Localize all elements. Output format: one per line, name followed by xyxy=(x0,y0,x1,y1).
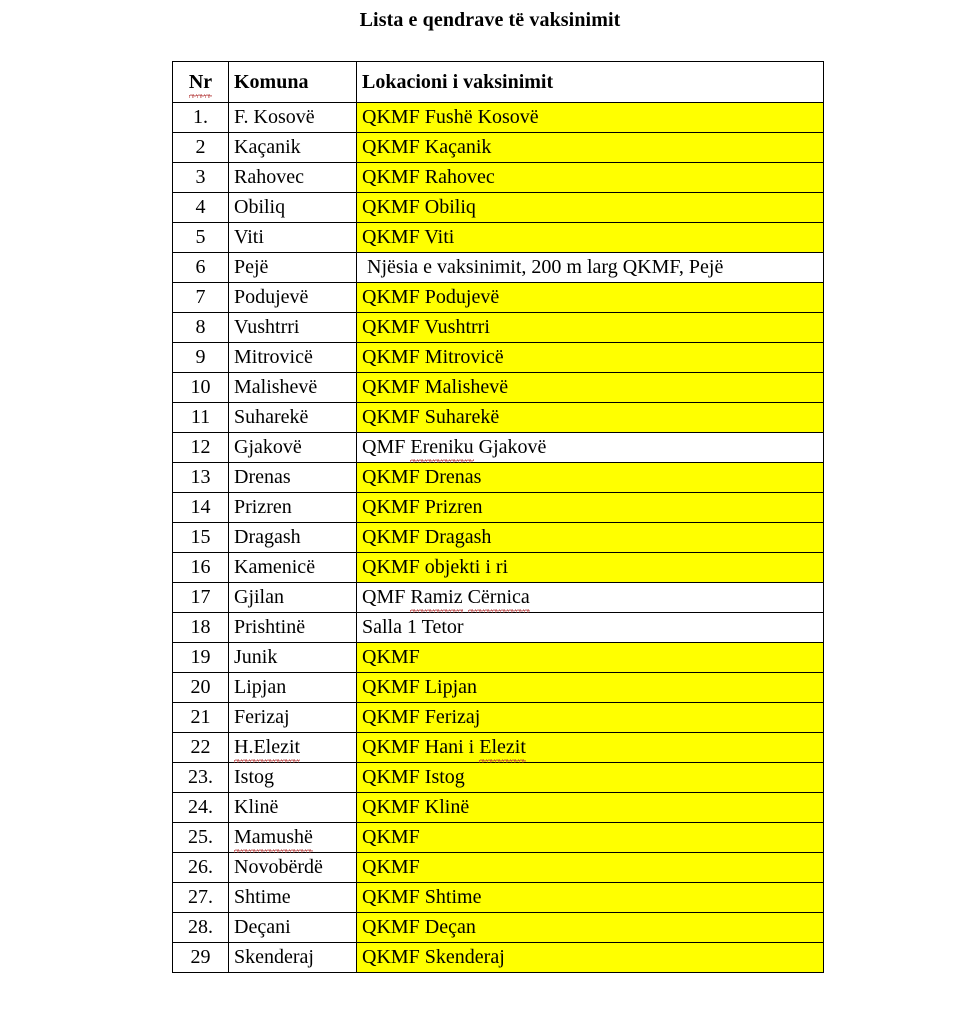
table-row xyxy=(173,913,824,943)
table-row xyxy=(173,823,824,853)
cell-nr: 4 xyxy=(173,193,229,223)
cell-nr: 5 xyxy=(173,223,229,253)
table-row xyxy=(173,133,824,163)
cell-komuna: Ferizaj xyxy=(229,703,357,733)
cell-nr: 24. xyxy=(173,793,229,823)
table-row xyxy=(173,523,824,553)
cell-nr: 28. xyxy=(173,913,229,943)
cell-komuna: Gjakovë xyxy=(229,433,357,463)
cell-nr: 27. xyxy=(173,883,229,913)
cell-nr: 17 xyxy=(173,583,229,613)
cell-komuna: Pejë xyxy=(229,253,357,283)
cell-lokacioni: QKMF Dragash xyxy=(357,523,824,553)
cell-lokacioni: QKMF Prizren xyxy=(357,493,824,523)
table-row xyxy=(173,793,824,823)
column-header-nr xyxy=(173,62,229,103)
cell-komuna: Vushtrri xyxy=(229,313,357,343)
vaccination-centers-table xyxy=(172,61,824,973)
page-title: Lista e qendrave të vaksinimit xyxy=(359,9,621,31)
cell-komuna: Prishtinë xyxy=(229,613,357,643)
cell-nr: 9 xyxy=(173,343,229,373)
cell-nr: 18 xyxy=(173,613,229,643)
cell-komuna: Malishevë xyxy=(229,373,357,403)
cell-komuna: Junik xyxy=(229,643,357,673)
table-row xyxy=(173,583,824,613)
vaccination-centers-table-container xyxy=(172,61,823,973)
table-row xyxy=(173,433,824,463)
cell-komuna: Mitrovicë xyxy=(229,343,357,373)
cell-nr: 29 xyxy=(173,943,229,973)
cell-nr: 16 xyxy=(173,553,229,583)
cell-komuna: Novobërdë xyxy=(229,853,357,883)
cell-komuna: Suharekë xyxy=(229,403,357,433)
cell-komuna: Gjilan xyxy=(229,583,357,613)
cell-lokacioni: QKMF Drenas xyxy=(357,463,824,493)
cell-nr: 2 xyxy=(173,133,229,163)
cell-komuna: Obiliq xyxy=(229,193,357,223)
table-row xyxy=(173,763,824,793)
cell-nr: 11 xyxy=(173,403,229,433)
cell-nr: 10 xyxy=(173,373,229,403)
cell-komuna: Skenderaj xyxy=(229,943,357,973)
table-row xyxy=(173,613,824,643)
cell-nr: 25. xyxy=(173,823,229,853)
cell-komuna: Istog xyxy=(229,763,357,793)
table-row xyxy=(173,853,824,883)
cell-nr: 20 xyxy=(173,673,229,703)
nr-header-text: Nr xyxy=(189,68,212,97)
table-row xyxy=(173,403,824,433)
table-row xyxy=(173,943,824,973)
cell-nr: 23. xyxy=(173,763,229,793)
table-row xyxy=(173,643,824,673)
cell-komuna: Deçani xyxy=(229,913,357,943)
cell-komuna: Lipjan xyxy=(229,673,357,703)
cell-lokacioni: QMF Ereniku Gjakovë xyxy=(357,433,824,463)
cell-lokacioni: QKMF Ferizaj xyxy=(357,703,824,733)
table-row xyxy=(173,373,824,403)
cell-lokacioni: QKMF Shtime xyxy=(357,883,824,913)
cell-nr: 3 xyxy=(173,163,229,193)
cell-lokacioni: QMF Ramiz Cërnica xyxy=(357,583,824,613)
cell-lokacioni: QKMF Rahovec xyxy=(357,163,824,193)
table-row xyxy=(173,193,824,223)
column-header-lokacioni: Lokacioni i vaksinimit xyxy=(357,62,824,103)
cell-nr: 12 xyxy=(173,433,229,463)
cell-nr: 19 xyxy=(173,643,229,673)
table-row xyxy=(173,703,824,733)
cell-lokacioni: QKMF objekti i ri xyxy=(357,553,824,583)
cell-lokacioni: QKMF Viti xyxy=(357,223,824,253)
cell-komuna: Klinë xyxy=(229,793,357,823)
cell-komuna: Drenas xyxy=(229,463,357,493)
cell-lokacioni: QKMF Malishevë xyxy=(357,373,824,403)
cell-komuna: Podujevë xyxy=(229,283,357,313)
cell-nr: 22 xyxy=(173,733,229,763)
cell-nr: 21 xyxy=(173,703,229,733)
table-row xyxy=(173,103,824,133)
table-row xyxy=(173,733,824,763)
table-row xyxy=(173,553,824,583)
table-row xyxy=(173,493,824,523)
cell-nr: 15 xyxy=(173,523,229,553)
table-header xyxy=(173,62,824,103)
cell-lokacioni: QKMF xyxy=(357,823,824,853)
cell-lokacioni: QKMF Klinë xyxy=(357,793,824,823)
table-row xyxy=(173,223,824,253)
cell-lokacioni: QKMF Podujevë xyxy=(357,283,824,313)
cell-lokacioni: Njësia e vaksinimit, 200 m larg QKMF, Pejë xyxy=(357,253,824,283)
cell-komuna: Prizren xyxy=(229,493,357,523)
cell-lokacioni: QKMF Kaçanik xyxy=(357,133,824,163)
cell-komuna: H.Elezit xyxy=(229,733,357,763)
cell-lokacioni: QKMF Hani i Elezit xyxy=(357,733,824,763)
cell-komuna: Dragash xyxy=(229,523,357,553)
cell-nr: 26. xyxy=(173,853,229,883)
cell-lokacioni: QKMF Skenderaj xyxy=(357,943,824,973)
cell-nr: 1. xyxy=(173,103,229,133)
cell-lokacioni: QKMF Obiliq xyxy=(357,193,824,223)
table-body xyxy=(173,103,824,973)
cell-nr: 8 xyxy=(173,313,229,343)
cell-lokacioni: QKMF Vushtrri xyxy=(357,313,824,343)
table-row xyxy=(173,313,824,343)
cell-lokacioni: QKMF xyxy=(357,853,824,883)
cell-komuna: Kamenicë xyxy=(229,553,357,583)
cell-komuna: Viti xyxy=(229,223,357,253)
cell-nr: 14 xyxy=(173,493,229,523)
cell-komuna: Shtime xyxy=(229,883,357,913)
cell-lokacioni: QKMF Istog xyxy=(357,763,824,793)
cell-lokacioni: QKMF Fushë Kosovë xyxy=(357,103,824,133)
cell-komuna: Mamushë xyxy=(229,823,357,853)
table-row xyxy=(173,673,824,703)
cell-nr: 6 xyxy=(173,253,229,283)
cell-lokacioni: QKMF xyxy=(357,643,824,673)
cell-komuna: Rahovec xyxy=(229,163,357,193)
table-row xyxy=(173,343,824,373)
cell-lokacioni: QKMF Mitrovicë xyxy=(357,343,824,373)
table-row xyxy=(173,283,824,313)
cell-komuna: Kaçanik xyxy=(229,133,357,163)
cell-lokacioni: QKMF Deçan xyxy=(357,913,824,943)
table-row xyxy=(173,253,824,283)
table-row xyxy=(173,883,824,913)
cell-lokacioni: QKMF Suharekë xyxy=(357,403,824,433)
column-header-komuna: Komuna xyxy=(229,62,357,103)
cell-lokacioni: QKMF Lipjan xyxy=(357,673,824,703)
cell-lokacioni: Salla 1 Tetor xyxy=(357,613,824,643)
table-header-row xyxy=(173,62,824,103)
table-row xyxy=(173,163,824,193)
cell-nr: 13 xyxy=(173,463,229,493)
cell-komuna: F. Kosovë xyxy=(229,103,357,133)
cell-nr: 7 xyxy=(173,283,229,313)
table-row xyxy=(173,463,824,493)
